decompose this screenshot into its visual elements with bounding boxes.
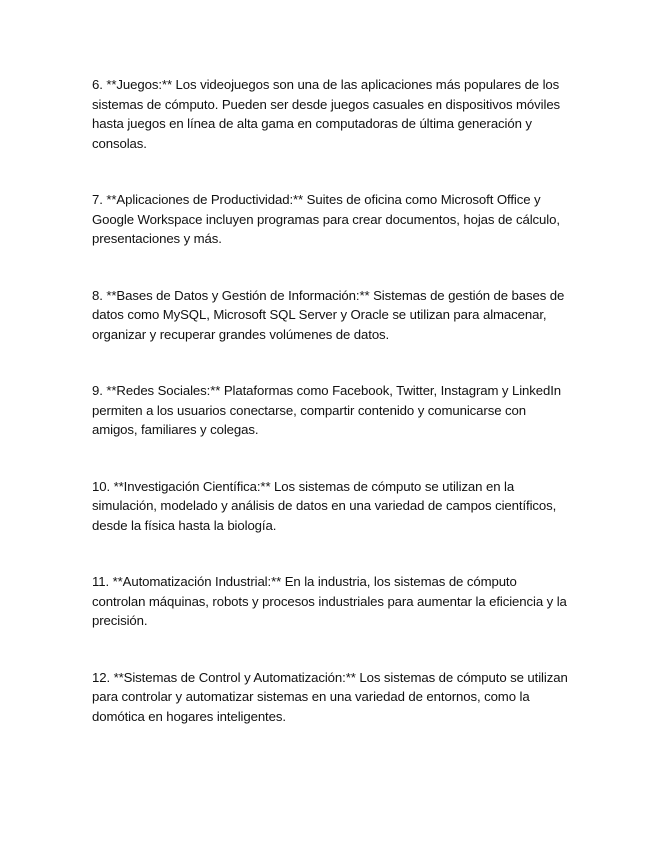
paragraph-aplicaciones-productividad: 7. **Aplicaciones de Productividad:** Suites de oficina como Microsoft Office y Google Workspace incluyen programas para crear documentos, hojas de cálculo, presentaciones y más. <box>92 192 560 246</box>
paragraph-automatizacion-industrial: 11. **Automatización Industrial:** En la industria, los sistemas de cómputo controlan máquinas, robots y procesos industriales para aumentar la eficiencia y la precisión. <box>92 574 567 628</box>
document-body <box>92 75 572 763</box>
paragraph-bases-de-datos: 8. **Bases de Datos y Gestión de Información:** Sistemas de gestión de bases de datos como MySQL, Microsoft SQL Server y Oracle se utilizan para almacenar, organizar y recuperar grandes volúmenes de datos. <box>92 287 565 342</box>
paragraph-investigacion-cientifica: 10. **Investigación Científica:** Los sistemas de cómputo se utilizan en la simulación, modelado y análisis de datos en una variedad de campos científicos, desde la física hasta la biología. <box>92 478 557 533</box>
paragraph-sistemas-de-control: 12. **Sistemas de Control y Automatización:** Los sistemas de cómputo se utilizan para controlar y automatizar sistemas en una variedad de entornos, como la domótica en hogares inteligentes. <box>92 669 568 724</box>
paragraph-redes-sociales: 9. **Redes Sociales:** Plataformas como Facebook, Twitter, Instagram y LinkedIn permiten a los usuarios conectarse, compartir contenido y comunicarse con amigos, familiares y colegas. <box>92 383 562 437</box>
paragraph-juegos: 6. **Juegos:** Los videojuegos son una de las aplicaciones más populares de los sistemas de cómputo. Pueden ser desde juegos casuales en dispositivos móviles hasta juegos en línea de alta gama en computadoras de última generación y consolas. <box>92 77 561 151</box>
